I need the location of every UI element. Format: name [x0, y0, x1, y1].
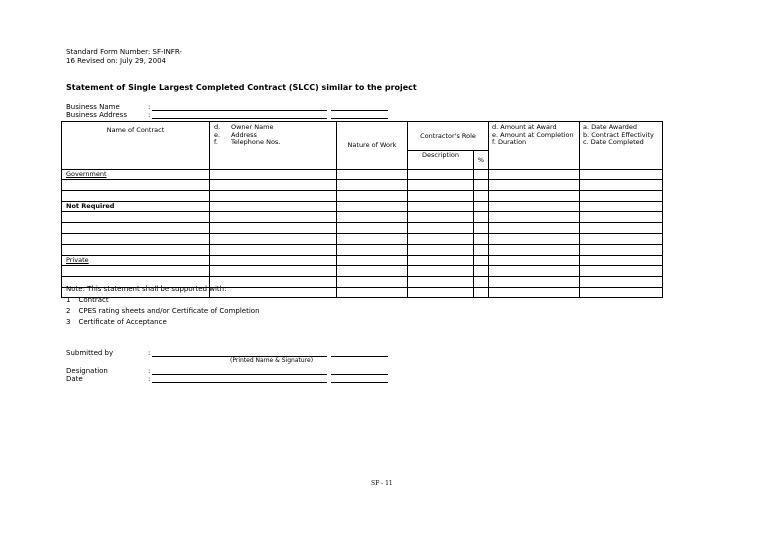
- header-nature-of-work: Nature of Work: [337, 122, 408, 170]
- business-address-line-2: [331, 118, 388, 119]
- section-not-required: Not Required: [66, 202, 115, 211]
- page-title: Statement of Single Largest Completed Contract (SLCC) similar to the project: [66, 83, 417, 92]
- header-dates: a. Date Awarded b. Contract Effectivity c. Date Completed: [580, 122, 663, 170]
- designation-line: [152, 374, 327, 375]
- business-name-line: [152, 110, 327, 111]
- designation-label: Designation: [66, 367, 108, 375]
- note-heading: Note: This statement shall be supported with:: [66, 285, 227, 293]
- date-colon: :: [148, 375, 151, 383]
- form-number-line2: 16 Revised on: July 29, 2004: [66, 56, 166, 65]
- contract-table: [61, 121, 663, 298]
- section-government: Government: [66, 170, 107, 179]
- header-name-of-contract: Name of Contract: [62, 122, 210, 170]
- business-address-label: Business Address: [66, 111, 127, 119]
- note-item-1: 1 Contract: [66, 296, 109, 304]
- table-row: [62, 223, 663, 234]
- date-line-2: [331, 382, 388, 383]
- table-row: [62, 266, 663, 277]
- business-name-label: Business Name: [66, 103, 120, 111]
- form-number: [66, 48, 182, 65]
- section-row-not-required: [62, 202, 663, 212]
- designation-line-2: [331, 374, 388, 375]
- section-private: Private: [66, 256, 89, 265]
- designation-colon: :: [148, 367, 151, 375]
- header-percent: %: [474, 151, 489, 170]
- date-label: Date: [66, 375, 83, 383]
- section-row-government: [62, 170, 663, 180]
- page-footer: SF - 11: [371, 480, 393, 487]
- header-description: Description: [408, 151, 474, 170]
- header-contractors-role: Contractor's Role: [408, 122, 489, 151]
- table-row: [62, 212, 663, 223]
- business-name-colon: :: [148, 103, 151, 111]
- form-number-line1: Standard Form Number: SF-INFR-: [66, 48, 182, 56]
- date-line: [152, 382, 327, 383]
- table-row: [62, 180, 663, 191]
- submitted-by-colon: :: [148, 349, 151, 357]
- table-row: [62, 191, 663, 202]
- header-amount: d. Amount at Award e. Amount at Completion f. Duration: [489, 122, 580, 170]
- table-row: [62, 245, 663, 256]
- table-header-row: [62, 122, 663, 151]
- submitted-by-line-2: [331, 356, 388, 357]
- printed-name-caption: (Printed Name & Signature): [230, 357, 314, 364]
- section-row-private: [62, 256, 663, 266]
- note-item-2: 2 CPES rating sheets and/or Certificate of Completion: [66, 307, 260, 315]
- header-owner: d. e. f. Owner Name Address Telephone Nos.: [210, 122, 337, 170]
- business-address-line: [152, 118, 327, 119]
- business-name-line-2: [331, 110, 388, 111]
- business-address-colon: :: [148, 111, 151, 119]
- submitted-by-label: Submitted by: [66, 349, 114, 357]
- note-item-3: 3 Certificate of Acceptance: [66, 318, 167, 326]
- table-row: [62, 234, 663, 245]
